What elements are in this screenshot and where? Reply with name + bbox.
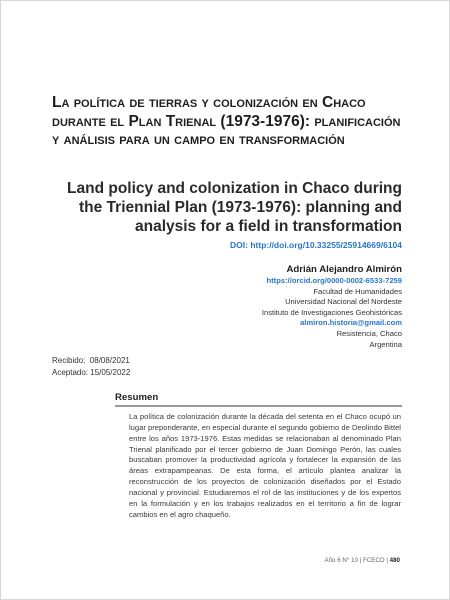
author-name: Adrián Alejandro Almirón: [286, 264, 402, 275]
accepted-date: Aceptado: 15/05/2022: [52, 367, 131, 377]
abstract-heading: Resumen: [115, 392, 159, 403]
affiliation-institute: Instituto de Investigaciones Geohistóricas: [261, 307, 402, 317]
page-footer: [324, 557, 400, 564]
author-block: [142, 264, 402, 350]
abstract-text: La política de colonización durante la década del setenta en el Chaco ocupó un lugar preponderante, en especial durante el segundo gobierno de Deolindo Bittel entre los años 1973-1976. Estas medidas se relacionaban al denominado Plan Trienal planificado por el tercer gobierno de Juan Domingo Perón, las cuales buscaban promover la productividad agrícola y fortalecer la expansión de las áreas extrapampeanas. De esta forma, el artículo plantea analizar la reconstrucción de los proyectos de colonización diseñados por el Estado nacional y provincial. Estudiaremos el rol de las instituciones y de los expertos en la formulación y en los trabajos realizados en el territorio a fin de lograr cambios en el agro chaqueño.: [129, 412, 401, 519]
doi-link[interactable]: DOI: http://doi.org/10.33255/25914669/6104: [230, 240, 402, 250]
submission-dates: [52, 355, 130, 378]
footer-journal: Año 6 N° 10 | FCECO |: [324, 557, 388, 564]
orcid-link[interactable]: https://orcid.org/0000-0002-6533-7259: [266, 276, 402, 285]
author-email-link[interactable]: almiron.historia@gmail.com: [300, 318, 402, 328]
location-city: Resistencia, Chaco: [336, 328, 402, 338]
abstract-divider: [115, 405, 402, 407]
page-number: 480: [389, 557, 400, 564]
location-country: Argentina: [369, 339, 402, 349]
english-title: Land policy and colonization in Chaco during the Triennial Plan (1973-1976): planning and analysis for a field in transformation: [67, 180, 402, 235]
affiliation-university: Universidad Nacional del Nordeste: [285, 297, 402, 307]
affiliation-faculty: Facultad de Humanidades: [313, 286, 402, 296]
received-date: Recibido: 08/08/2021: [52, 356, 130, 365]
spanish-title: La política de tierras y colonización en Chaco durante el Plan Trienal (1973-1976): planificación y análisis para un campo en transformación: [52, 94, 401, 148]
